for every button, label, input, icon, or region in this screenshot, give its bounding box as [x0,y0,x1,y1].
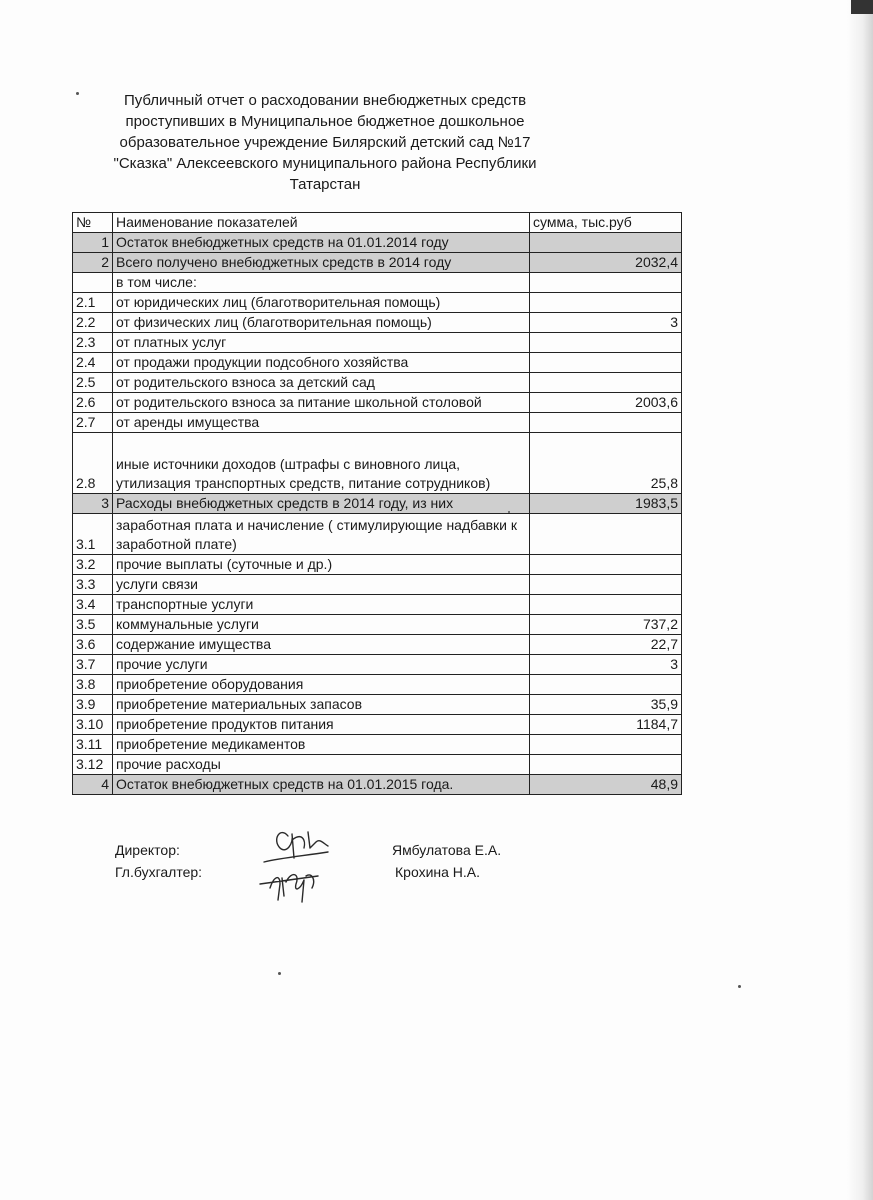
row-num [73,273,113,293]
table-row [73,735,682,755]
row-name: заработная плата и начисление ( стимулирующие надбавки к заработной плате) [113,514,530,555]
header-sum: сумма, тыс.руб [530,213,682,233]
row-num: 3.7 [73,655,113,675]
table-row [73,514,682,555]
row-sum [530,233,682,253]
row-num: 2.6 [73,393,113,413]
row-sum [530,353,682,373]
table-header-row [73,213,682,233]
row-name: приобретение оборудования [113,675,530,695]
row-num: 2.2 [73,313,113,333]
row-num: 3.3 [73,575,113,595]
row-name: от физических лиц (благотворительная помощь) [113,313,530,333]
row-num: 3.2 [73,555,113,575]
director-role: Директор: [115,842,180,858]
row-name: от родительского взноса за питание школьной столовой [113,393,530,413]
scan-speck [278,972,281,975]
row-sum: 737,2 [530,615,682,635]
table-row [73,393,682,413]
row-num: 3.12 [73,755,113,775]
report-table [72,212,682,795]
table-row [73,233,682,253]
row-num: 2.3 [73,333,113,353]
row-name: услуги связи [113,575,530,595]
row-sum [530,293,682,313]
row-name: от платных услуг [113,333,530,353]
table-row [73,715,682,735]
row-num: 2.7 [73,413,113,433]
handwritten-signatures [258,818,338,908]
row-name: Остаток внебюджетных средств на 01.01.2015 года. [113,775,530,795]
row-num: 2.8 [73,433,113,494]
row-sum [530,755,682,775]
table-row [73,635,682,655]
scan-edge-corner [851,0,873,14]
accountant-name: Крохина Н.А. [395,864,481,880]
table-row [73,755,682,775]
row-num: 2 [73,253,113,273]
row-name: транспортные услуги [113,595,530,615]
report-title: Публичный отчет о расходовании внебюджетных средств проступивших в Муниципальное бюджетное дошкольное образовательное учреждение Билярский детский сад №17 "Сказка" Алексеевского муниципального района Республики Татарстан [113,92,537,193]
table-row [73,273,682,293]
table-row [73,655,682,675]
row-name: Всего получено внебюджетных средств в 2014 году [113,253,530,273]
row-sum: 1184,7 [530,715,682,735]
table-row [73,494,682,514]
row-sum [530,413,682,433]
table-row [73,575,682,595]
row-name: Расходы внебюджетных средств в 2014 году, из них [113,494,530,514]
accountant-role: Гл.бухгалтер: [115,864,203,880]
scan-speck [76,92,79,95]
row-name: прочие расходы [113,755,530,775]
table-row [73,413,682,433]
row-sum [530,514,682,555]
scan-speck [508,511,510,513]
row-name: в том числе: [113,273,530,293]
row-sum [530,735,682,755]
row-name: иные источники доходов (штрафы с виновного лица, утилизация транспортных средств, питание сотрудников) [113,433,530,494]
row-sum [530,333,682,353]
row-sum: 22,7 [530,635,682,655]
table-row [73,373,682,393]
row-sum: 25,8 [530,433,682,494]
row-num: 4 [73,775,113,795]
row-name: содержание имущества [113,635,530,655]
row-num: 3.5 [73,615,113,635]
row-num: 2.1 [73,293,113,313]
header-num: № [73,213,113,233]
row-sum: 1983,5 [530,494,682,514]
row-name: от родительского взноса за детский сад [113,373,530,393]
row-name: прочие выплаты (суточные и др.) [113,555,530,575]
row-sum [530,373,682,393]
row-sum: 3 [530,655,682,675]
table-row [73,353,682,373]
header-name: Наименование показателей [113,213,530,233]
table-row [73,333,682,353]
row-sum: 35,9 [530,695,682,715]
row-sum: 2032,4 [530,253,682,273]
table-row [73,615,682,635]
row-num: 2.5 [73,373,113,393]
table-row [73,695,682,715]
row-num: 3.1 [73,514,113,555]
row-name: приобретение материальных запасов [113,695,530,715]
row-name: от аренды имущества [113,413,530,433]
row-num: 3 [73,494,113,514]
row-num: 3.8 [73,675,113,695]
row-sum: 3 [530,313,682,333]
row-name: прочие услуги [113,655,530,675]
row-num: 1 [73,233,113,253]
scan-edge-shadow [847,0,873,1200]
table-row [73,675,682,695]
row-name: коммунальные услуги [113,615,530,635]
table-row [73,313,682,333]
row-num: 3.10 [73,715,113,735]
row-sum [530,675,682,695]
table-row [73,595,682,615]
table-row [73,433,682,494]
table-row [73,293,682,313]
row-sum [530,273,682,293]
row-name: от продажи продукции подсобного хозяйства [113,353,530,373]
row-num: 3.9 [73,695,113,715]
row-name: от юридических лиц (благотворительная помощь) [113,293,530,313]
scan-speck [738,985,741,988]
row-sum: 2003,6 [530,393,682,413]
row-sum [530,595,682,615]
table-row [73,253,682,273]
row-sum [530,575,682,595]
row-num: 3.6 [73,635,113,655]
row-sum [530,555,682,575]
row-name: Остаток внебюджетных средств на 01.01.2014 году [113,233,530,253]
row-name: приобретение медикаментов [113,735,530,755]
row-num: 3.11 [73,735,113,755]
row-num: 3.4 [73,595,113,615]
director-name: Ямбулатова Е.А. [392,842,502,858]
row-sum: 48,9 [530,775,682,795]
table-row [73,555,682,575]
row-name: приобретение продуктов питания [113,715,530,735]
table-row [73,775,682,795]
row-num: 2.4 [73,353,113,373]
